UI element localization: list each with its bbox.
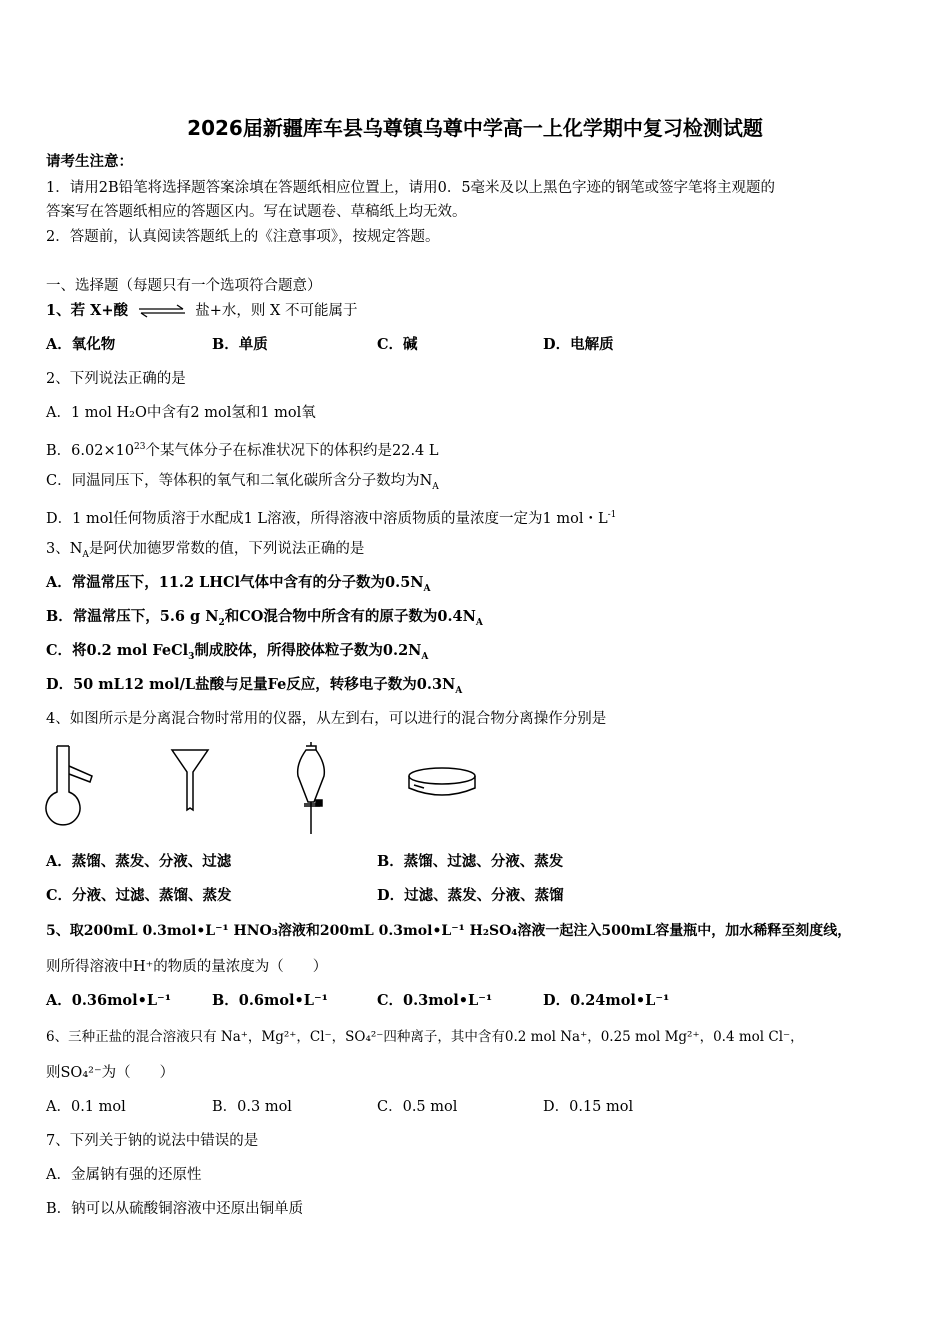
q3-option-b[interactable]: B．常温常压下，5.6 g $N_2$和CO混合物中所含有的原子数为$0.4N_A$	[46, 608, 483, 628]
q1-stem	[46, 301, 357, 321]
q7-option-a[interactable]: A．金属钠有强的还原性	[46, 1167, 202, 1183]
q6-option-c[interactable]: C．0.5 mol	[377, 1099, 458, 1115]
notice-heading: 请考生注意：	[46, 153, 133, 170]
q4-option-b[interactable]: B．蒸馏、过滤、分液、蒸发	[377, 853, 564, 870]
q1-stem-end: 盐+水，则 X 不可能属于	[195, 303, 358, 319]
q5-stem-line2: 则所得溶液中H⁺的物质的量浓度为（ ）	[46, 959, 328, 975]
q4-option-d[interactable]: D．过滤、蒸发、分液、蒸馏	[377, 887, 564, 904]
q6-option-d[interactable]: D．0.15 mol	[543, 1099, 634, 1115]
q7-option-b[interactable]: B．钠可以从硫酸铜溶液中还原出铜单质	[46, 1201, 304, 1217]
q1-option-c[interactable]: C．碱	[377, 336, 418, 353]
q4-apparatus-figure	[40, 740, 490, 840]
notice-item1-line1: 1．请用2B铅笔将选择题答案涂填在答题纸相应位置上，请用0．5毫米及以上黑色字迹的钢笔或签字笔将主观题的	[46, 180, 776, 196]
distillation-flask-icon	[46, 746, 92, 825]
q1-option-a[interactable]: A．氧化物	[46, 336, 116, 353]
q4-option-c[interactable]: C．分液、过滤、蒸馏、蒸发	[46, 887, 232, 904]
q1-option-b[interactable]: B．单质	[212, 336, 268, 353]
q5-option-d[interactable]: D．0.24mol•L⁻¹	[543, 992, 670, 1009]
q6-stem-line2: 则SO₄²⁻为（ ）	[46, 1065, 175, 1081]
q4-option-a[interactable]: A．蒸馏、蒸发、分液、过滤	[46, 853, 232, 870]
q3-option-c[interactable]: C．将0.2 mol FeCl$_3$制成胶体，所得胶体粒子数为$0.2N_A$	[46, 642, 429, 662]
separatory-funnel-icon	[298, 742, 325, 834]
q5-option-b[interactable]: B．0.6mol•L⁻¹	[212, 992, 328, 1009]
q6-stem-line1: 6、三种正盐的混合溶液只有 Na⁺，Mg²⁺，Cl⁻，SO₄²⁻四种离子，其中含有0.2 mol Na⁺，0.25 mol Mg²⁺，0.4 mol Cl⁻，	[46, 1029, 804, 1045]
evaporating-dish-icon	[409, 768, 475, 795]
q3-option-a[interactable]: A．常温常压下，11.2 LHCl气体中含有的分子数为$0.5N_A$	[46, 574, 431, 594]
q2-option-a[interactable]: A．1 mol H₂O中含有2 mol氢和1 mol氧	[46, 405, 316, 421]
funnel-icon	[172, 750, 208, 810]
q1-stem-start: 1、若 X+酸	[46, 302, 129, 319]
q2-option-d[interactable]: D．1 mol任何物质溶于水配成1 L溶液，所得溶液中溶质物质的量浓度一定为1 mol・$L^{-1}$	[46, 510, 617, 527]
q6-option-b[interactable]: B．0.3 mol	[212, 1099, 292, 1115]
q2-stem: 2、下列说法正确的是	[46, 371, 186, 387]
notice-item1-line2: 答案写在答题纸相应的答题区内。写在试题卷、草稿纸上均无效。	[46, 204, 467, 220]
q2-option-c[interactable]: C．同温同压下，等体积的氧气和二氧化碳所含分子数均为$N_A$	[46, 473, 439, 492]
q6-option-a[interactable]: A．0.1 mol	[46, 1099, 126, 1115]
equilibrium-arrow-icon	[137, 304, 187, 318]
q5-stem-line1: 5、取200mL 0.3mol•L⁻¹ HNO₃溶液和200mL 0.3mol•L⁻¹ H₂SO₄溶液一起注入500mL容量瓶中，加水稀释至刻度线，	[46, 923, 852, 939]
q5-option-a[interactable]: A．0.36mol•L⁻¹	[46, 992, 172, 1009]
q1-option-d[interactable]: D．电解质	[543, 336, 614, 353]
q4-stem: 4、如图所示是分离混合物时常用的仪器，从左到右，可以进行的混合物分离操作分别是	[46, 711, 607, 727]
q3-option-d[interactable]: D．50 mL12 mol/L盐酸与足量Fe反应，转移电子数为$0.3N_A$	[46, 676, 463, 696]
section-heading: 一、选择题（每题只有一个选项符合题意）	[46, 278, 322, 294]
q3-stem: 3、$N_A$是阿伏加德罗常数的值，下列说法正确的是	[46, 541, 365, 560]
notice-item2: 2．答题前，认真阅读答题纸上的《注意事项》，按规定答题。	[46, 229, 440, 245]
q2-option-b[interactable]: B．$6.02\times 10^{23}$个某气体分子在标准状况下的体积约是22.4 L	[46, 442, 439, 459]
page-title: 2026届新疆库车县乌尊镇乌尊中学高一上化学期中复习检测试题	[187, 116, 763, 140]
q7-stem: 7、下列关于钠的说法中错误的是	[46, 1133, 259, 1149]
q5-option-c[interactable]: C．0.3mol•L⁻¹	[377, 992, 493, 1009]
